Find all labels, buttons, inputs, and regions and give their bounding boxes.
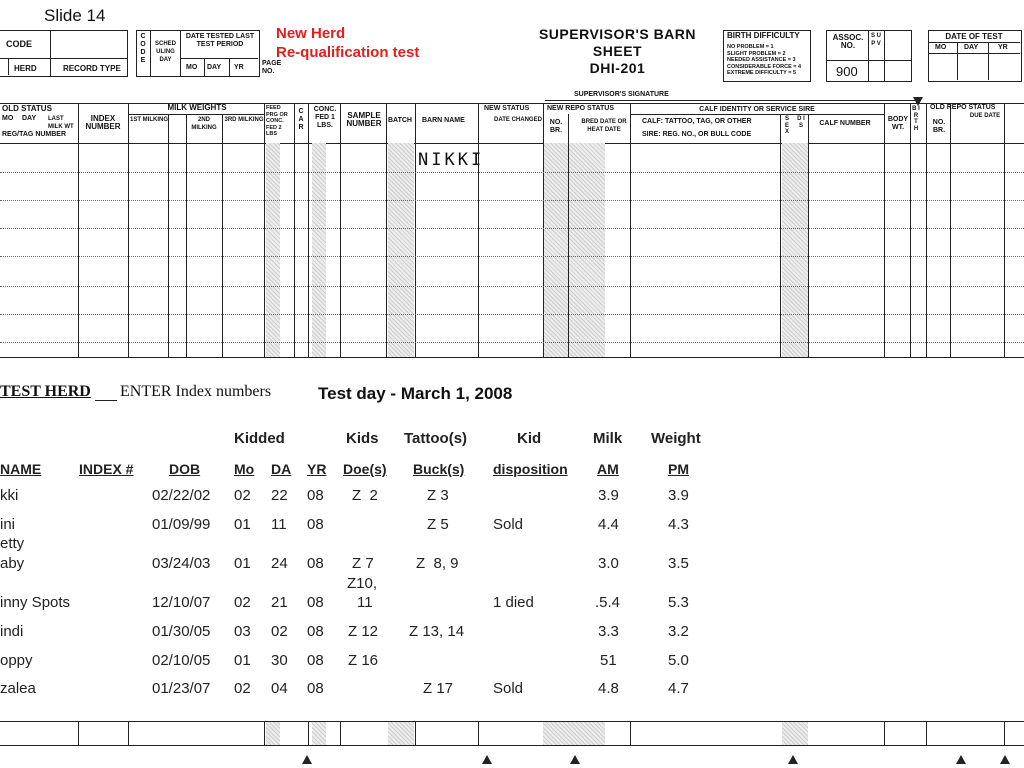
row-mo: 03 bbox=[234, 623, 251, 640]
row-name: oppy bbox=[0, 652, 33, 669]
col-yr: YR bbox=[307, 461, 327, 477]
row-name: zalea bbox=[0, 680, 36, 697]
milking-2: 2ND MILKING bbox=[191, 117, 217, 131]
old-status-label: OLD STATUS bbox=[2, 104, 52, 113]
dot-mo: MO bbox=[935, 44, 947, 51]
record-type-label: RECORD TYPE bbox=[63, 64, 121, 73]
up-arrow-icon bbox=[1000, 755, 1010, 764]
row-pm: 5.3 bbox=[668, 594, 689, 611]
milking-1: 1ST MILKING bbox=[130, 117, 169, 123]
row-dob: 02/22/02 bbox=[152, 487, 211, 504]
shade-col bbox=[266, 143, 280, 357]
sample-number-header: SAMPLE NUMBER bbox=[346, 111, 382, 128]
col-am: AM bbox=[597, 461, 619, 477]
col-index: INDEX # bbox=[79, 461, 134, 477]
birth-difficulty-title: BIRTH DIFFICULTY bbox=[727, 31, 800, 40]
row-yr: 08 bbox=[307, 623, 324, 640]
row-name-line1: etty bbox=[0, 535, 25, 552]
row-da: 11 bbox=[271, 516, 287, 533]
calf-tattoo: CALF: TATTOO, TAG, OR OTHER bbox=[642, 118, 752, 125]
up-arrow-icon bbox=[570, 755, 580, 764]
assoc-value: 900 bbox=[836, 64, 858, 79]
col-dob: DOB bbox=[169, 461, 201, 477]
body-wt-header: BODY WT. bbox=[887, 116, 909, 131]
row-dob: 02/10/05 bbox=[152, 652, 211, 669]
down-arrow-icon bbox=[913, 97, 923, 106]
up-arrow-icon bbox=[482, 755, 492, 764]
row-yr: 08 bbox=[307, 516, 324, 533]
date-changed: DATE CHANGED bbox=[494, 117, 542, 123]
row-does: Z 12 bbox=[348, 623, 379, 640]
row-mo: 01 bbox=[234, 516, 251, 533]
bred-date: BRED DATE OR HEAT DATE bbox=[581, 119, 627, 133]
sheet-title-line1: SUPERVISOR'S BARN SHEET bbox=[538, 26, 697, 59]
header-tattoo: Tattoo(s) bbox=[404, 430, 468, 447]
row-mo: 01 bbox=[234, 555, 251, 572]
row-da: 22 bbox=[271, 487, 288, 504]
shade-col bbox=[266, 722, 280, 745]
shade-col bbox=[782, 143, 808, 357]
row-am: 3.0 bbox=[598, 555, 619, 572]
col-bucks: Buck(s) bbox=[413, 461, 465, 477]
row-dob: 03/24/03 bbox=[152, 555, 211, 572]
row-disp: 1 died bbox=[493, 594, 534, 611]
row-mo: 02 bbox=[234, 487, 251, 504]
test-herd-label: TEST HERD bbox=[0, 383, 91, 400]
row-dob: 01/09/99 bbox=[152, 516, 211, 533]
row-mo: 02 bbox=[234, 594, 251, 611]
sched-day: SCHED ULING DAY bbox=[154, 41, 176, 63]
row-disp: Sold bbox=[493, 680, 524, 697]
row-pm: 3.9 bbox=[668, 487, 689, 504]
batch-header: BATCH bbox=[388, 117, 412, 124]
up-arrow-icon bbox=[788, 755, 798, 764]
row-am: 4.8 bbox=[598, 680, 619, 697]
bd-item: NEEDED ASSISTANCE = 3 bbox=[727, 57, 796, 63]
reg-tag-number: REG/TAG NUMBER bbox=[2, 131, 67, 138]
row-dob: 01/30/05 bbox=[152, 623, 211, 640]
row-yr: 08 bbox=[307, 594, 324, 611]
row-am: 4.4 bbox=[598, 516, 619, 533]
red-note bbox=[276, 24, 419, 62]
row-mo: 02 bbox=[234, 680, 251, 697]
code-label: CODE bbox=[6, 39, 33, 49]
row-name: kki bbox=[0, 487, 19, 504]
row-disp: Sold bbox=[493, 516, 524, 533]
row-name: ini bbox=[0, 516, 16, 533]
row-name: indi bbox=[0, 623, 24, 640]
row-does: Z 2 bbox=[352, 487, 378, 504]
herd-label: HERD bbox=[14, 64, 37, 73]
row-dob: 01/23/07 bbox=[152, 680, 211, 697]
assoc-label: ASSOC. NO. bbox=[832, 33, 864, 50]
row-does: Z 7 bbox=[352, 555, 374, 572]
test-day: Test day - March 1, 2008 bbox=[318, 384, 513, 403]
row-name-line2: aby bbox=[0, 555, 25, 572]
header-weight: Weight bbox=[651, 430, 701, 447]
due-date: DUE DATE bbox=[969, 113, 1001, 119]
date-tested: DATE TESTED LAST TEST PERIOD bbox=[185, 33, 255, 48]
sheet-title bbox=[515, 26, 720, 77]
up-arrow-icon bbox=[956, 755, 966, 764]
row-pm: 4.7 bbox=[668, 680, 689, 697]
row-am: 3.3 bbox=[598, 623, 619, 640]
dt-yr: YR bbox=[234, 64, 244, 71]
birth-difficulty-list bbox=[727, 44, 801, 77]
car-header: C A R bbox=[298, 108, 304, 131]
row-yr: 08 bbox=[307, 680, 324, 697]
row-am: .5.4 bbox=[595, 594, 621, 611]
handwritten-name: NIKKI bbox=[418, 150, 485, 170]
row-does-line1: Z10, bbox=[347, 575, 378, 592]
code-vertical: C O D E bbox=[140, 33, 146, 64]
milk-weights-header: MILK WEIGHTS bbox=[167, 103, 227, 112]
milking-3: 3RD MILKING bbox=[224, 117, 264, 123]
row-pm: 4.3 bbox=[668, 516, 689, 533]
row-yr: 08 bbox=[307, 652, 324, 669]
date-of-test-label: DATE OF TEST bbox=[945, 32, 1003, 41]
row-does: Z 16 bbox=[348, 652, 379, 669]
row-am: 3.9 bbox=[598, 487, 619, 504]
row-da: 02 bbox=[271, 623, 288, 640]
row-da: 30 bbox=[271, 652, 288, 669]
bd-item: EXTREME DIFFICULTY = 5 bbox=[727, 70, 797, 76]
shade-col bbox=[782, 722, 808, 745]
row-da: 04 bbox=[271, 680, 288, 697]
red-note-line2: Re-qualification test bbox=[276, 44, 420, 61]
slide-title: Slide 14 bbox=[44, 6, 106, 25]
row-bucks: Z 13, 14 bbox=[409, 623, 465, 640]
feed-header: FEED PRG OR CONC. FED 2 LBS bbox=[266, 105, 288, 137]
calf-identity-header: CALF IDENTITY OR SERVICE SIRE bbox=[699, 106, 815, 113]
dt-mo: MO bbox=[186, 64, 198, 71]
col-da: DA bbox=[271, 461, 292, 477]
shade-col bbox=[388, 722, 414, 745]
row-da: 21 bbox=[271, 594, 288, 611]
dot-day: DAY bbox=[964, 44, 979, 51]
dot-yr: YR bbox=[998, 44, 1008, 51]
calf-number-header: CALF NUMBER bbox=[819, 120, 871, 127]
row-bucks: Z 5 bbox=[427, 516, 449, 533]
col-pm: PM bbox=[668, 461, 689, 477]
row-am: 51 bbox=[600, 652, 617, 669]
sex-header: S E X bbox=[784, 116, 789, 135]
shade-col bbox=[388, 143, 414, 357]
os-mo: MO bbox=[2, 115, 14, 122]
row-dob: 12/10/07 bbox=[152, 594, 211, 611]
no-br: NO. BR. bbox=[549, 119, 563, 134]
os-day: DAY bbox=[22, 115, 37, 122]
shade-col bbox=[543, 143, 605, 357]
row-yr: 08 bbox=[307, 487, 324, 504]
header-kids: Kids bbox=[346, 430, 379, 447]
bd-item: CONSIDERABLE FORCE = 4 bbox=[727, 63, 802, 70]
birth-header: B I R T H bbox=[912, 106, 920, 132]
old-no-br: NO. BR. bbox=[932, 119, 946, 134]
row-bucks: Z 17 bbox=[423, 680, 454, 697]
barn-name-header: BARN NAME bbox=[422, 117, 465, 124]
row-pm: 5.0 bbox=[668, 652, 689, 669]
row-pm: 3.2 bbox=[668, 623, 689, 640]
last-milk-wt: LAST MILK WT bbox=[48, 116, 74, 130]
col-does: Doe(s) bbox=[343, 461, 387, 477]
shade-col bbox=[312, 143, 326, 357]
bd-item: NO PROBLEM = 1 bbox=[727, 44, 774, 50]
header-kidded: Kidded bbox=[234, 430, 285, 447]
dis-header: D I S bbox=[797, 116, 805, 129]
new-repo-status-header: NEW REPO STATUS bbox=[547, 105, 615, 112]
row-mo: 01 bbox=[234, 652, 251, 669]
enter-index-label: ENTER Index numbers bbox=[120, 383, 272, 400]
old-repo-status-header: OLD REPO STATUS bbox=[930, 104, 996, 111]
header-milk: Milk bbox=[593, 430, 623, 447]
shade-col bbox=[543, 722, 605, 745]
row-yr: 08 bbox=[307, 555, 324, 572]
red-note-line1: New Herd bbox=[276, 25, 346, 42]
col-disposition: disposition bbox=[493, 461, 568, 477]
row-bucks: Z 3 bbox=[427, 487, 449, 504]
dt-day: DAY bbox=[207, 64, 222, 71]
header-kid: Kid bbox=[517, 430, 542, 447]
conc-fed-header: CONC. FED 1 LBS. bbox=[313, 106, 337, 129]
sheet-title-line2: DHI-201 bbox=[589, 60, 646, 76]
col-mo: Mo bbox=[234, 461, 255, 477]
row-does-line2: 11 bbox=[357, 594, 373, 611]
index-number-header: INDEX NUMBER bbox=[85, 114, 121, 131]
row-bucks: Z 8, 9 bbox=[416, 555, 459, 572]
row-pm: 3.5 bbox=[668, 555, 689, 572]
row-name: inny Spots bbox=[0, 594, 71, 611]
up-arrow-icon bbox=[302, 755, 312, 764]
shade-col bbox=[312, 722, 326, 745]
page-no: PAGE NO. bbox=[262, 60, 282, 75]
supervisor-signature: SUPERVISOR'S SIGNATURE bbox=[574, 91, 669, 98]
row-da: 24 bbox=[271, 555, 288, 572]
supv-label: S U P V bbox=[871, 33, 882, 47]
sire-reg: SIRE: REG. NO., OR BULL CODE bbox=[642, 131, 752, 138]
new-status-header: NEW STATUS bbox=[484, 105, 530, 112]
bd-item: SLIGHT PROBLEM = 2 bbox=[727, 50, 786, 57]
col-name: NAME bbox=[0, 461, 42, 477]
